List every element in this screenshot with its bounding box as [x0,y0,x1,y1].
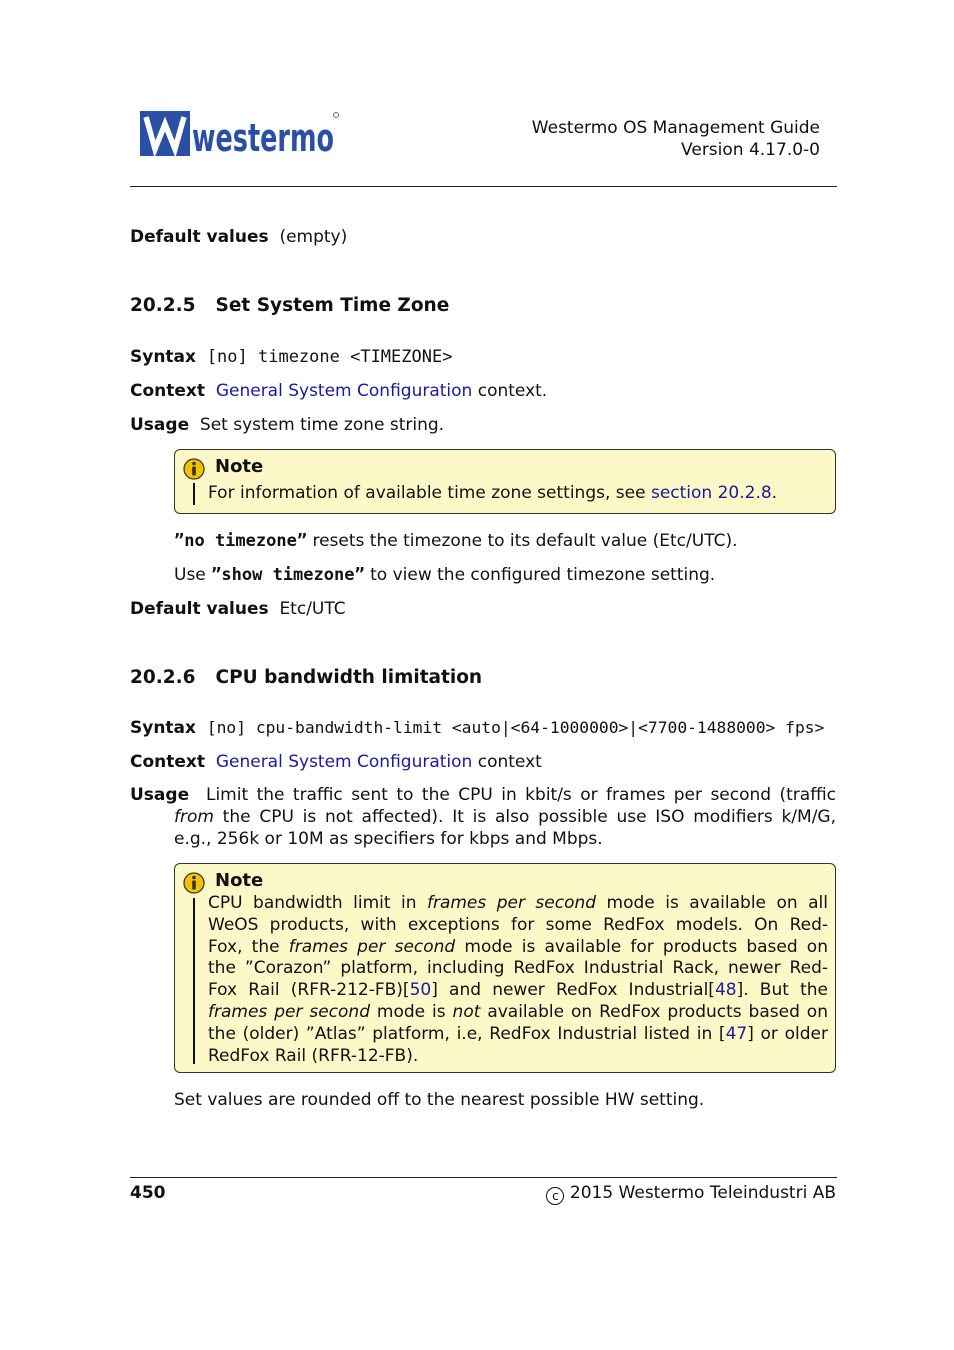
usage-row: Usage Set system time zone string. [130,415,445,435]
show-timezone-paragraph: Use ”show timezone” to view the configured timezone setting. [174,565,716,585]
footer-rule [130,1177,837,1178]
syntax-row: Syntax [no] timezone <TIMEZONE> [130,347,453,367]
section-heading-20-2-5: 20.2.5 Set System Time Zone [130,295,450,316]
section-heading-20-2-6: 20.2.6 CPU bandwidth limitation [130,667,483,688]
guide-title: Westermo OS Management Guide [531,118,820,138]
syntax-command-2: [no] cpu-bandwidth-limit <auto|<64-1000000>|<7700-1488000> fps> [206,718,825,737]
note-title: Note [215,456,264,477]
ref-48-link[interactable]: 48 [714,980,737,1001]
note-text: For information of available time zone settings, see section 20.2.8. [208,483,778,503]
ref-50-link[interactable]: 50 [409,980,432,1001]
note-text-2: CPU bandwidth limit in frames per second mode is available on all WeOS products, with exceptions for some RedFox models. On Red- Fox, the frames per second mode is available for products based on the ”Corazon” platform, including RedFox Industrial Rack, newer Red- Fox Rail (RFR-212-FB)[50] and newer RedFox Industrial[48]. But the frames per second mode is not available on RedFox products based on the (older) ”Atlas” platform, i.e, RedFox Industrial listed in [47] or older RedFox Rail (RFR-12-FB). [208,893,828,1066]
svg-text:westermo: westermo [192,116,334,160]
logo-mark-icon [140,110,340,158]
default-values-row-2: Default values Etc/UTC [130,599,346,619]
default-values-row: Default values (empty) [130,227,348,247]
context-row: Context General System Configuration context. [130,381,548,401]
guide-version: Version 4.17.0-0 [681,140,820,160]
copyright-icon: c [546,1187,564,1205]
usage-paragraph: Usage Limit the traffic sent to the CPU in kbit/s or frames per second (traffic from the CPU is not affected). It is also possible use ISO modifiers k/M/G, e.g., 256k or 10M as specifiers for kbps and Mbps. [130,785,836,849]
page-number: 450 [130,1183,166,1203]
no-timezone-paragraph: ”no timezone” resets the timezone to its default value (Etc/UTC). [174,531,738,551]
context-link[interactable]: General System Configuration [215,381,473,401]
context-link-2[interactable]: General System Configuration [215,752,473,772]
note-info-icon [183,872,205,894]
westermo-logo [140,110,340,158]
note-box [174,449,836,514]
syntax-command: [no] timezone <TIMEZONE> [206,347,453,367]
header-rule [130,186,837,187]
ref-47-link[interactable]: 47 [725,1023,748,1044]
note-link[interactable]: section 20.2.8 [650,483,772,503]
note-box-2 [174,863,836,1073]
copyright: c 2015 Westermo Teleindustri AB [546,1182,836,1205]
final-paragraph: Set values are rounded off to the nearest possible HW setting. [174,1090,705,1110]
note-info-icon [183,458,205,480]
note-title-2: Note [215,870,264,891]
syntax-row-2: Syntax [no] cpu-bandwidth-limit <auto|<64-1000000>|<7700-1488000> fps> [130,718,825,738]
context-row-2: Context General System Configuration context [130,752,542,772]
